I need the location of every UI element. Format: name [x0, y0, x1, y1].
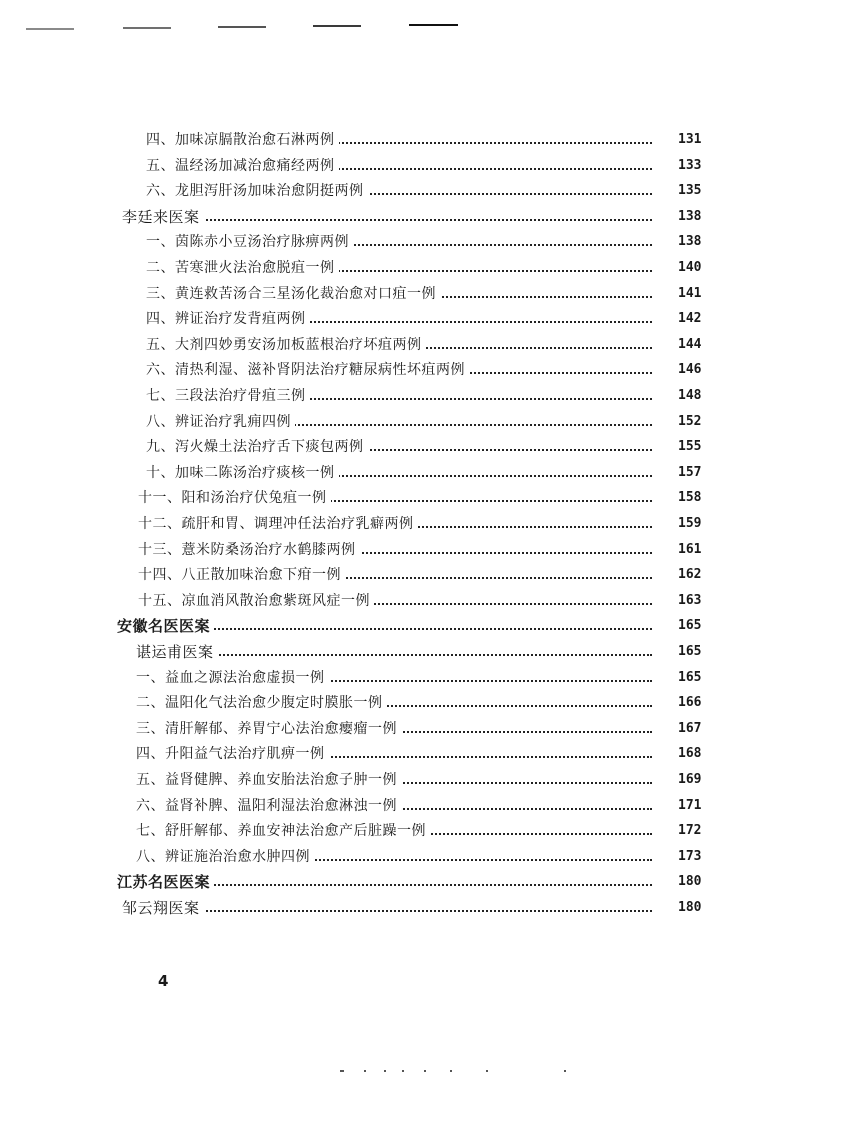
toc-entry-page: 180 — [678, 900, 702, 915]
toc-entry[interactable] — [0, 282, 866, 306]
toc-entry[interactable] — [0, 256, 866, 280]
toc-entry-page: 169 — [678, 772, 702, 787]
toc-entry-title: 十四、八正散加味治愈下疳一例 — [138, 563, 345, 587]
toc-entry[interactable] — [0, 691, 866, 715]
toc-entry-title: 七、三段法治疗骨疽三例 — [146, 384, 310, 408]
toc-entry-page: 131 — [678, 132, 702, 147]
toc-entry-page: 157 — [678, 464, 702, 480]
toc-entry-title: 五、温经汤加减治愈痛经两例 — [146, 154, 339, 178]
toc-entry-title: 十二、疏肝和胃、调理冲任法治疗乳癖两例 — [138, 512, 418, 536]
toc-entry-title: 十五、凉血消风散治愈紫斑风症一例 — [138, 589, 374, 613]
toc-entry[interactable] — [0, 461, 866, 485]
scan-speck — [564, 1070, 566, 1072]
scan-rule-line — [123, 27, 171, 29]
toc-entry-title: 十一、阳和汤治疗伏兔疽一例 — [138, 486, 331, 510]
scan-rule-line — [313, 25, 361, 27]
toc-entry-title: 八、辨证施治治愈水肿四例 — [136, 845, 314, 869]
toc-entry[interactable] — [0, 358, 866, 382]
toc-entry-title: 五、益肾健脾、养血安胎法治愈子肿一例 — [136, 768, 401, 792]
toc-section[interactable] — [0, 870, 866, 894]
toc-subsection[interactable] — [0, 896, 866, 920]
toc-entry[interactable] — [0, 742, 866, 766]
toc-section[interactable] — [0, 614, 866, 638]
toc-entry-title: 三、清肝解郁、养胃宁心法治愈瘿瘤一例 — [136, 717, 401, 741]
toc-entry[interactable] — [0, 230, 866, 254]
scan-speck — [364, 1070, 366, 1072]
toc-entry-title: 李廷来医案 — [122, 205, 204, 229]
page-number: 4 — [158, 972, 169, 990]
scan-rule-line — [409, 24, 457, 26]
toc-entry-title: 九、泻火燥土法治疗舌下痰包两例 — [146, 435, 368, 459]
toc-entry-page: 138 — [678, 208, 702, 224]
toc-entry-page: 171 — [678, 797, 702, 813]
toc-entry-title: 谌运甫医案 — [136, 640, 218, 664]
toc-entry-page: 144 — [678, 336, 702, 352]
toc-entry-page: 165 — [678, 644, 702, 659]
toc-entry-title: 五、大剂四妙勇安汤加板蓝根治疗坏疽两例 — [146, 333, 426, 357]
toc-entry-title: 六、清热利湿、滋补肾阴法治疗糖尿病性坏疽两例 — [146, 358, 469, 382]
toc-entry[interactable] — [0, 384, 866, 408]
toc-entry-page: 173 — [678, 848, 702, 864]
scan-artifacts — [340, 1068, 600, 1074]
toc-entry-title: 六、益肾补脾、温阳利湿法治愈淋浊一例 — [136, 794, 401, 818]
toc-entry-title: 安徽名医医案 — [117, 614, 214, 638]
toc-entry-title: 四、加味凉膈散治愈石淋两例 — [146, 128, 339, 152]
scan-rule-line — [26, 28, 74, 30]
toc-entry[interactable] — [0, 563, 866, 587]
top-scan-rules — [0, 0, 866, 40]
toc-entry-page: 158 — [678, 490, 702, 506]
toc-entry[interactable] — [0, 538, 866, 562]
toc-entry-title: 七、舒肝解郁、养血安神法治愈产后脏躁一例 — [136, 819, 430, 843]
toc-entry-page: 140 — [678, 260, 702, 275]
toc-entry-page: 133 — [678, 157, 702, 173]
toc-entry[interactable] — [0, 179, 866, 203]
toc-entry-page: 148 — [678, 388, 702, 403]
toc-entry[interactable] — [0, 845, 866, 869]
scan-speck — [340, 1070, 344, 1072]
toc-entry[interactable] — [0, 486, 866, 510]
toc-entry-page: 167 — [678, 720, 702, 736]
toc-entry-page: 146 — [678, 362, 702, 378]
toc-entry-title: 一、益血之源法治愈虚损一例 — [136, 666, 329, 690]
toc-entry[interactable] — [0, 717, 866, 741]
toc-entry-page: 161 — [678, 541, 702, 557]
toc-entry-page: 165 — [678, 618, 702, 634]
scan-speck — [384, 1070, 386, 1072]
toc-entry-title: 一、茵陈赤小豆汤治疗脉痹两例 — [146, 230, 353, 254]
toc-entry-page: 162 — [678, 567, 702, 583]
toc-entry[interactable] — [0, 154, 866, 178]
toc-entry[interactable] — [0, 435, 866, 459]
toc-entry-page: 163 — [678, 592, 702, 608]
toc-entry-page: 135 — [678, 183, 702, 199]
toc-entry-page: 168 — [678, 746, 702, 762]
toc-entry-title: 六、龙胆泻肝汤加味治愈阴挺两例 — [146, 179, 368, 203]
toc-entry-page: 159 — [678, 516, 702, 531]
toc-entry-title: 十三、薏米防桑汤治疗水鹤膝两例 — [138, 538, 360, 562]
toc-entry-page: 142 — [678, 311, 702, 327]
toc-entry[interactable] — [0, 128, 866, 152]
toc-entry[interactable] — [0, 589, 866, 613]
toc-entry-page: 180 — [678, 874, 702, 890]
toc-entry-title: 十、加味二陈汤治疗痰核一例 — [146, 461, 339, 485]
toc-entry-page: 165 — [678, 669, 702, 685]
toc-entry[interactable] — [0, 410, 866, 434]
toc-entry[interactable] — [0, 512, 866, 536]
toc-entry-page: 172 — [678, 823, 702, 839]
toc-subsection[interactable] — [0, 640, 866, 664]
toc-entry[interactable] — [0, 666, 866, 690]
toc-entry[interactable] — [0, 307, 866, 331]
scan-speck — [450, 1070, 452, 1072]
toc-entry-title: 八、辨证治疗乳痈四例 — [146, 410, 295, 434]
toc-entry[interactable] — [0, 819, 866, 843]
scan-speck — [402, 1070, 404, 1072]
toc-entry-title: 二、温阳化气法治愈少腹定时膜胀一例 — [136, 691, 387, 715]
toc-entry-title: 二、苦寒泄火法治愈脱疽一例 — [146, 256, 339, 280]
toc-entry-title: 三、黄连救苦汤合三星汤化裁治愈对口疽一例 — [146, 282, 440, 306]
toc-entry-page: 155 — [678, 439, 702, 455]
toc-entry-page: 166 — [678, 695, 702, 711]
toc-entry[interactable] — [0, 768, 866, 792]
toc-entry[interactable] — [0, 333, 866, 357]
toc-entry-page: 138 — [678, 234, 702, 250]
toc-entry[interactable] — [0, 794, 866, 818]
toc-entry-page: 141 — [678, 285, 702, 301]
toc-entry-title: 四、升阳益气法治疗肌痹一例 — [136, 742, 329, 766]
toc-entry-title: 江苏名医医案 — [117, 870, 214, 894]
scan-rule-line — [218, 26, 266, 28]
toc-entry-page: 152 — [678, 413, 702, 429]
scan-speck — [486, 1070, 488, 1072]
toc-entry-title: 邹云翔医案 — [122, 896, 204, 920]
scan-speck — [424, 1070, 426, 1072]
toc-subsection[interactable] — [0, 205, 866, 229]
toc-entry-title: 四、辨证治疗发背疽两例 — [146, 307, 310, 331]
